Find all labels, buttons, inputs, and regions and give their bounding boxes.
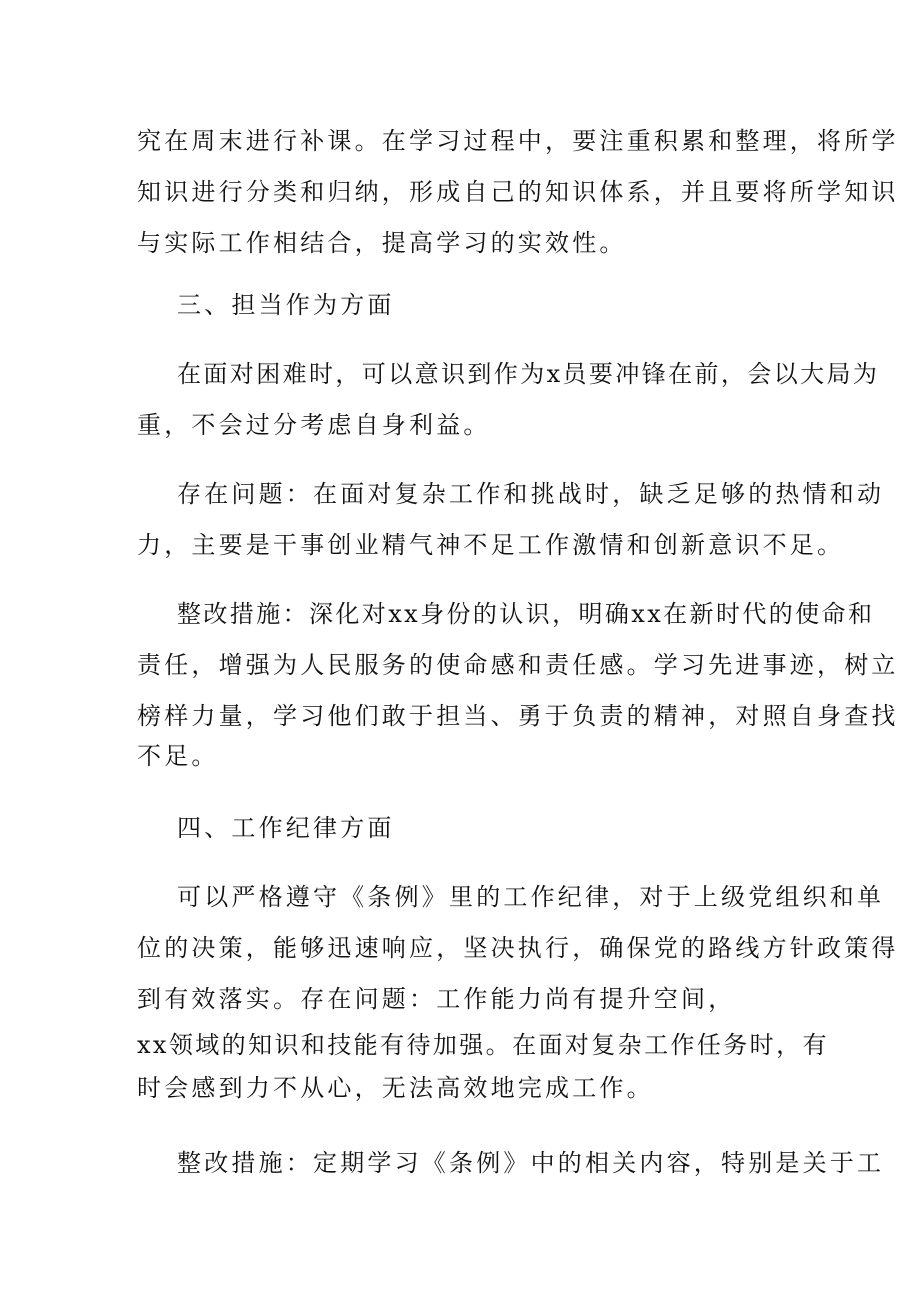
paragraph-line: 到有效落实。存在问题：工作能力尚有提升空间， [137,985,736,1013]
paragraph-line: 整改措施：深化对xx身份的认识，明确xx在新时代的使命和 [177,600,875,628]
paragraph-line: 在面对困难时，可以意识到作为x员要冲锋在前，会以大局为 [177,360,880,388]
paragraph-line: 知识进行分类和归纳，形成自己的知识体系，并且要将所学知识 [137,178,899,206]
paragraph-line: 榜样力量，学习他们敢于担当、勇于负责的精神，对照自身查找 [137,702,899,730]
paragraph-line: 与实际工作相结合，提高学习的实效性。 [137,229,627,257]
paragraph-line: 不足。 [137,742,219,770]
paragraph-line: xx领域的知识和技能有待加强。在面对复杂工作任务时，有 [137,1031,829,1059]
paragraph-line: 究在周末进行补课。在学习过程中，要注重积累和整理，将所学 [137,127,899,155]
section-heading: 四、工作纪律方面 [177,814,395,842]
paragraph-line: 存在问题：在面对复杂工作和挑战时，缺乏足够的热情和动 [177,480,885,508]
paragraph-line: 重，不会过分考虑自身利益。 [137,411,491,439]
paragraph-line: 时会感到力不从心，无法高效地完成工作。 [137,1074,654,1102]
paragraph-line: 可以严格遵守《条例》里的工作纪律，对于上级党组织和单 [177,883,885,911]
paragraph-line: 整改措施：定期学习《条例》中的相关内容，特别是关于工 [177,1149,885,1177]
paragraph-line: 位的决策，能够迅速响应，坚决执行，确保党的路线方针政策得 [137,934,899,962]
paragraph-line: 力，主要是干事创业精气神不足工作激情和创新意识不足。 [137,531,845,559]
paragraph-line: 责任，增强为人民服务的使命感和责任感。学习先进事迹，树立 [137,651,899,679]
section-heading: 三、担当作为方面 [177,291,395,319]
